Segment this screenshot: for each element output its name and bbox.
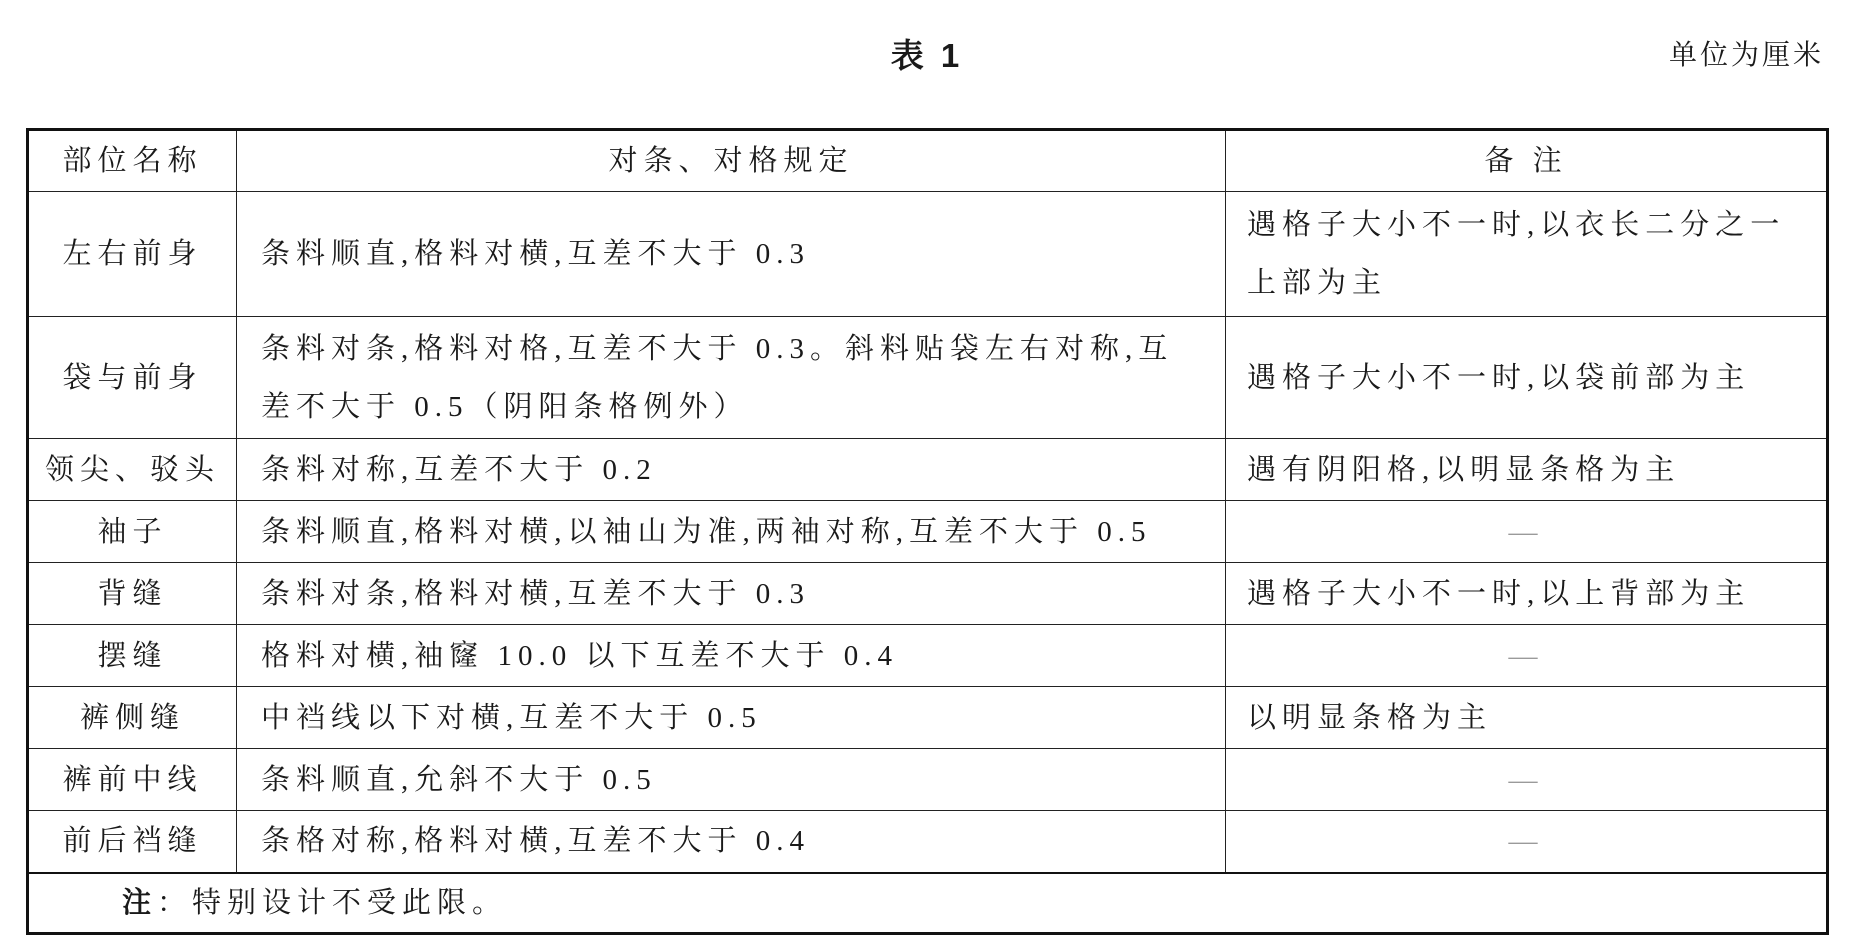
note-cell-empty <box>1226 749 1828 811</box>
part-name-cell: 摆缝 <box>28 625 237 687</box>
note-line: 遇格子大小不一时,以上背部为主 <box>1247 577 1751 610</box>
note-line: 遇有阴阳格,以明显条格为主 <box>1247 453 1681 486</box>
part-name-cell: 左右前身 <box>28 192 237 317</box>
part-name-cell: 领尖、驳头 <box>28 439 237 501</box>
dash-mark: — <box>1508 515 1544 548</box>
note-line: 遇格子大小不一时,以衣长二分之一 <box>1247 209 1786 241</box>
note-line: 以明显条格为主 <box>1247 701 1493 734</box>
footnote-label: 注 <box>122 886 158 919</box>
header-row <box>28 130 1828 192</box>
note-cell <box>1226 563 1828 625</box>
table-row <box>28 317 1828 439</box>
rule-cell <box>237 501 1226 563</box>
footnote-row <box>28 873 1828 934</box>
rule-cell <box>237 811 1226 873</box>
note-cell-empty <box>1226 811 1828 873</box>
table-row <box>28 563 1828 625</box>
rule-line: 条料对条,格料对横,互差不大于 0.3 <box>261 577 811 610</box>
footnote-cell <box>28 873 1828 934</box>
table-row <box>28 811 1828 873</box>
table-title: 表 1 <box>890 37 964 74</box>
part-name-cell: 裤前中线 <box>28 749 237 811</box>
spec-table <box>26 128 1829 935</box>
table-row <box>28 687 1828 749</box>
rule-cell <box>237 192 1226 317</box>
table-row <box>28 625 1828 687</box>
note-cell <box>1226 439 1828 501</box>
header-part-name: 部位名称 <box>28 130 237 192</box>
part-name-cell: 背缝 <box>28 563 237 625</box>
dash-mark: — <box>1508 639 1544 672</box>
header-rule: 对条、对格规定 <box>237 130 1226 192</box>
note-cell <box>1226 192 1828 317</box>
note-cell-empty <box>1226 625 1828 687</box>
header-note: 备 注 <box>1226 130 1828 192</box>
table-row <box>28 192 1828 317</box>
part-name-cell: 前后裆缝 <box>28 811 237 873</box>
note-cell-empty <box>1226 501 1828 563</box>
note-cell <box>1226 687 1828 749</box>
table-row <box>28 439 1828 501</box>
rule-line: 格料对横,袖窿 10.0 以下互差不大于 0.4 <box>261 639 899 672</box>
footnote-text: ：特别设计不受此限。 <box>157 886 508 919</box>
part-name-cell: 袋与前身 <box>28 317 237 439</box>
rule-line: 条料顺直,格料对横,以袖山为准,两袖对称,互差不大于 0.5 <box>261 515 1152 548</box>
unit-label: 单位为厘米 <box>1668 40 1824 71</box>
rule-line: 条料顺直,格料对横,互差不大于 0.3 <box>261 238 811 270</box>
part-name-cell: 裤侧缝 <box>28 687 237 749</box>
rule-cell <box>237 749 1226 811</box>
rule-line: 条料对条,格料对格,互差不大于 0.3。斜料贴袋左右对称,互 <box>261 332 1174 365</box>
table-row <box>28 749 1828 811</box>
part-name-cell: 袖子 <box>28 501 237 563</box>
rule-line: 条格对称,格料对横,互差不大于 0.4 <box>261 825 811 858</box>
rule-cell <box>237 687 1226 749</box>
rule-cell <box>237 439 1226 501</box>
table-row <box>28 501 1828 563</box>
dash-mark: — <box>1508 825 1544 858</box>
rule-line: 条料对称,互差不大于 0.2 <box>261 453 657 486</box>
note-line: 遇格子大小不一时,以袋前部为主 <box>1247 361 1751 394</box>
note-cell <box>1226 317 1828 439</box>
note-line: 上部为主 <box>1247 267 1388 299</box>
rule-cell <box>237 317 1226 439</box>
rule-line: 差不大于 0.5（阴阳条格例外） <box>261 390 749 423</box>
rule-cell <box>237 625 1226 687</box>
dash-mark: — <box>1508 763 1544 796</box>
rule-line: 条料顺直,允斜不大于 0.5 <box>261 763 657 796</box>
rule-line: 中裆线以下对横,互差不大于 0.5 <box>261 701 762 734</box>
rule-cell <box>237 563 1226 625</box>
